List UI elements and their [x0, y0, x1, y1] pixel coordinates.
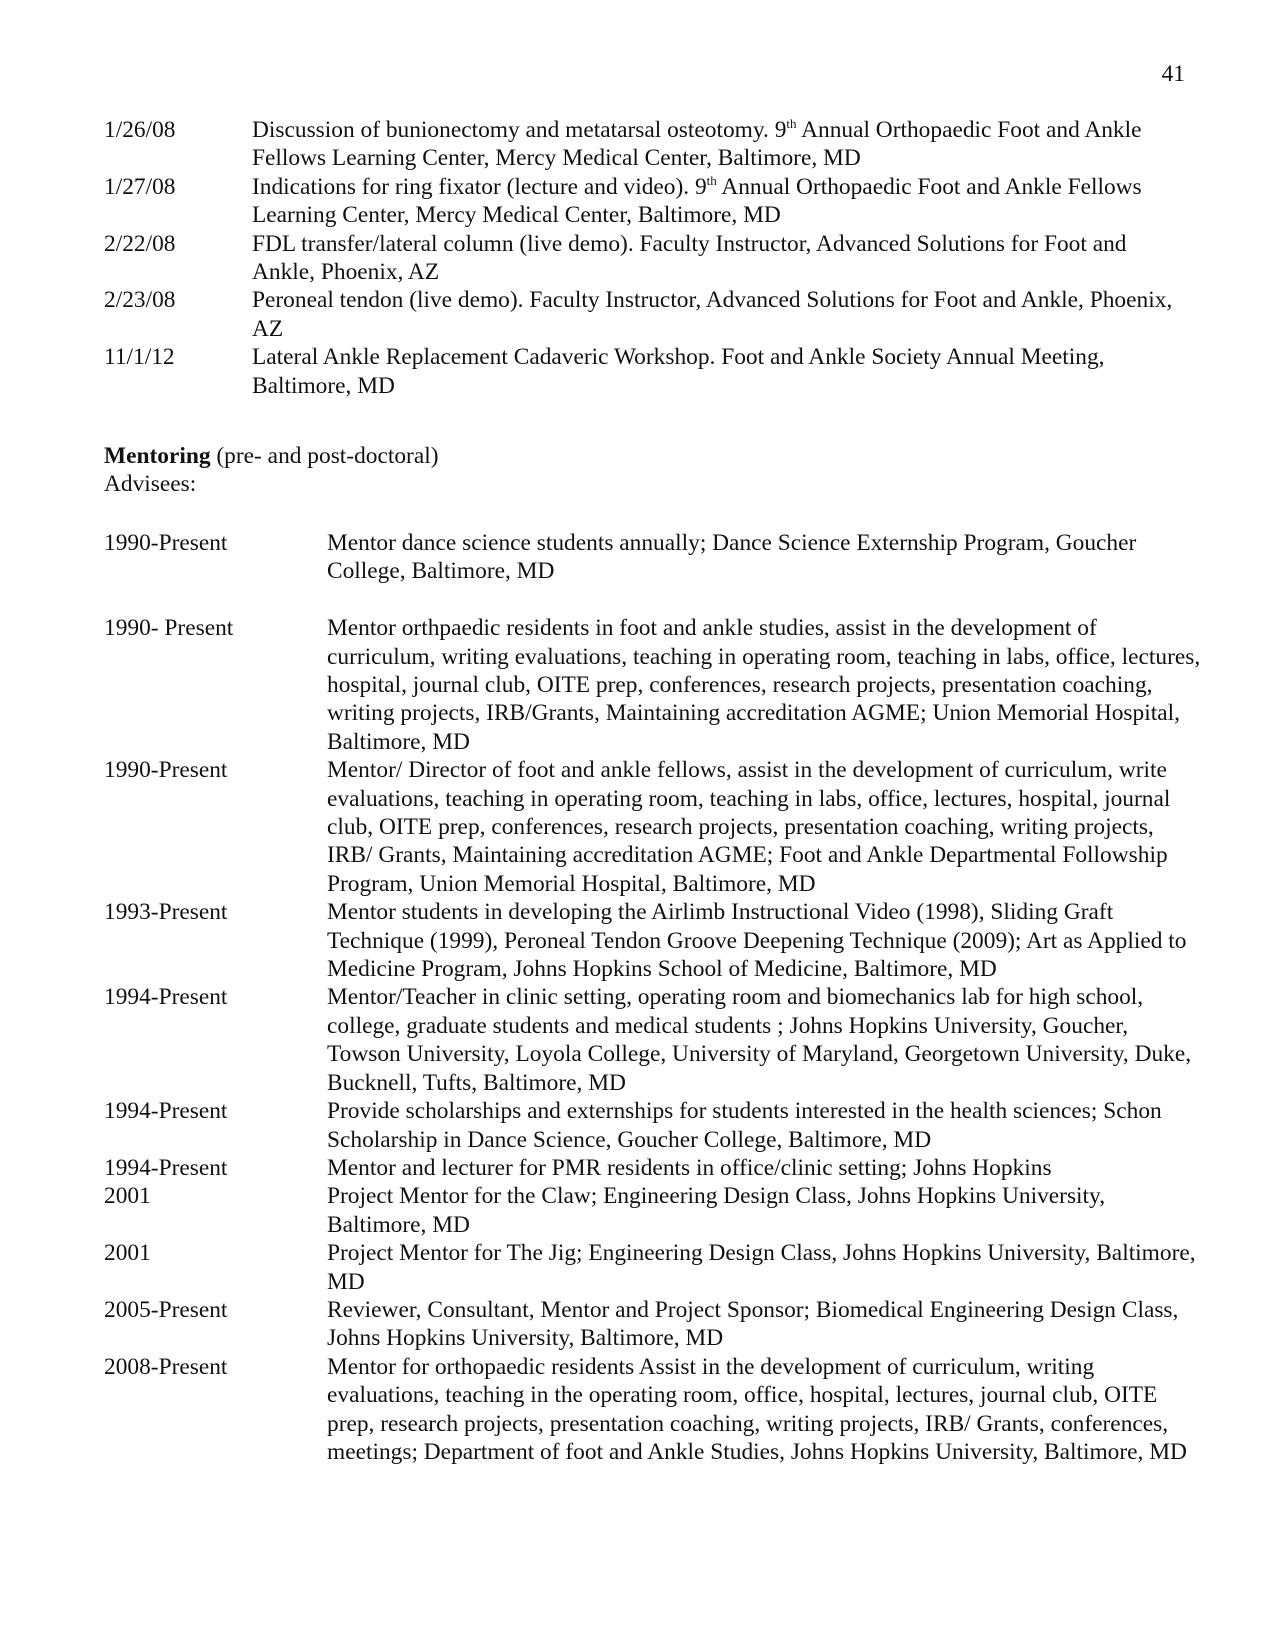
- entry-description: [252, 343, 1194, 400]
- mentoring-entry: [104, 529, 1204, 586]
- entry-date: 1994-Present: [104, 1154, 228, 1181]
- ordinal-suffix: th: [786, 116, 797, 132]
- entry-date: 1994-Present: [104, 1098, 228, 1125]
- entry-description: [252, 230, 1194, 287]
- entry-text: Annual Orthopaedic Foot and Ankle Fellows Learning Center, Mercy Medical Center, Baltimore, MD: [252, 117, 1142, 172]
- entry-description: Mentor for orthopaedic residents Assist in the development of curriculum, writing evaluations, teaching in the operating room, office, hospital, lectures, journal club, OITE prep, research projects, presentation coaching, writing projects, IRB/ Grants, conferences, meetings; Department of foot and Ankle Studies, Johns Hopkins University, Baltimore, MD: [327, 1353, 1187, 1465]
- entry-date: 2/22/08: [104, 230, 176, 257]
- mentoring-entry: [104, 983, 1204, 1097]
- presentation-entry: [104, 343, 1194, 400]
- entry-text: Lateral Ankle Replacement Cadaveric Workshop. Foot and Ankle Society Annual Meeting, Baltimore, MD: [252, 344, 1105, 399]
- mentoring-entry: [104, 1182, 1204, 1239]
- entry-date: 2005-Present: [104, 1296, 228, 1323]
- mentoring-entry: [104, 1296, 1204, 1353]
- presentation-entry: [104, 230, 1194, 287]
- presentations-list: [104, 116, 1194, 400]
- entry-date: 1994-Present: [104, 984, 228, 1011]
- entry-description: Mentor orthpaedic residents in foot and ankle studies, assist in the development of curriculum, writing evaluations, teaching in operating room, teaching in labs, office, lectures, hospital, journal club, OITE prep, conferences, research projects, presentation coaching, writing projects, IRB/Grants, Maintaining accreditation AGME; Union Memorial Hospital, Baltimore, MD: [327, 615, 1201, 755]
- entry-description: Provide scholarships and externships for students interested in the health sciences; Schon Scholarship in Dance Science, Goucher College, Baltimore, MD: [327, 1098, 1162, 1153]
- entry-description: Mentor/ Director of foot and ankle fellows, assist in the development of curriculum, write evaluations, teaching in operating room, teaching in labs, office, lectures, hospital, journal club, OITE prep, conferences, research projects, presentation coaching, writing projects, IRB/ Grants, Maintaining accreditation AGME; Foot and Ankle Departmental Followship Program, Union Memorial Hospital, Baltimore, MD: [327, 757, 1171, 897]
- section-heading: [104, 442, 1194, 470]
- entry-date: 1/27/08: [104, 173, 176, 200]
- mentoring-entry: [104, 756, 1204, 898]
- presentation-entry: [104, 116, 1194, 173]
- section-subheading: Advisees:: [104, 471, 197, 498]
- entry-date: 1993-Present: [104, 899, 228, 926]
- entry-date: 1990-Present: [104, 757, 228, 784]
- presentation-entry: [104, 286, 1194, 343]
- entry-date: 2001: [104, 1240, 151, 1267]
- mentoring-entry: [104, 614, 1204, 756]
- section-heading-rest: (pre- and post-doctoral): [210, 443, 439, 469]
- entry-date: 11/1/12: [104, 344, 175, 371]
- mentoring-entry: [104, 1097, 1204, 1154]
- entry-description: [252, 286, 1194, 343]
- entry-description: Project Mentor for The Jig; Engineering Design Class, Johns Hopkins University, Baltimore, MD: [327, 1240, 1196, 1295]
- entry-date: 2008-Present: [104, 1353, 228, 1380]
- entry-description: Reviewer, Consultant, Mentor and Project Sponsor; Biomedical Engineering Design Class, Johns Hopkins University, Baltimore, MD: [327, 1296, 1179, 1352]
- entry-date: 1990- Present: [104, 615, 234, 642]
- mentoring-entry: [104, 1353, 1204, 1467]
- entry-description: Project Mentor for the Claw; Engineering Design Class, Johns Hopkins University, Baltimore, MD: [327, 1183, 1106, 1238]
- section-heading-bold: Mentoring: [104, 443, 211, 469]
- entry-text: FDL transfer/lateral column (live demo). Faculty Instructor, Advanced Solutions for Foot and Ankle, Phoenix, AZ: [252, 230, 1127, 286]
- entry-text: Indications for ring fixator (lecture and video). 9: [252, 173, 707, 200]
- mentoring-entry: [104, 898, 1204, 983]
- mentoring-entry: [104, 1239, 1204, 1296]
- entry-text: Discussion of bunionectomy and metatarsal osteotomy. 9: [252, 117, 787, 143]
- entry-description: Mentor students in developing the Airlimb Instructional Video (1998), Sliding Graft Technique (1999), Peroneal Tendon Groove Deepening Technique (2009); Art as Applied to Medicine Program, Johns Hopkins School of Medicine, Baltimore, MD: [327, 899, 1187, 983]
- entry-date: 1990-Present: [104, 530, 228, 556]
- entry-description: [252, 116, 1194, 173]
- presentation-entry: [104, 173, 1194, 230]
- mentoring-heading-block: [104, 442, 1194, 499]
- entry-date: 2001: [104, 1183, 151, 1210]
- entry-date: 2/23/08: [104, 287, 176, 314]
- ordinal-suffix: th: [706, 173, 717, 189]
- entry-text: Annual Orthopaedic Foot and Ankle Fellows Learning Center, Mercy Medical Center, Baltimore, MD: [252, 173, 1142, 229]
- entry-description: Mentor dance science students annually; Dance Science Externship Program, Goucher College, Baltimore, MD: [327, 530, 1137, 585]
- mentoring-entry: [104, 1154, 1204, 1182]
- entry-description: Mentor/Teacher in clinic setting, operating room and biomechanics lab for high school, college, graduate students and medical students ; Johns Hopkins University, Goucher, Towson University, Loyola College, University of Maryland, Georgetown University, Duke, Bucknell, Tufts, Baltimore, MD: [327, 984, 1192, 1096]
- entry-description: Mentor and lecturer for PMR residents in office/clinic setting; Johns Hopkins: [327, 1154, 1052, 1181]
- entry-description: [252, 173, 1194, 230]
- spacer: [104, 586, 1204, 614]
- mentoring-list: [104, 529, 1204, 1466]
- page-number: 41: [1161, 61, 1185, 87]
- entry-date: 1/26/08: [104, 117, 176, 143]
- entry-text: Peroneal tendon (live demo). Faculty Instructor, Advanced Solutions for Foot and Ankle, Phoenix, AZ: [252, 287, 1173, 342]
